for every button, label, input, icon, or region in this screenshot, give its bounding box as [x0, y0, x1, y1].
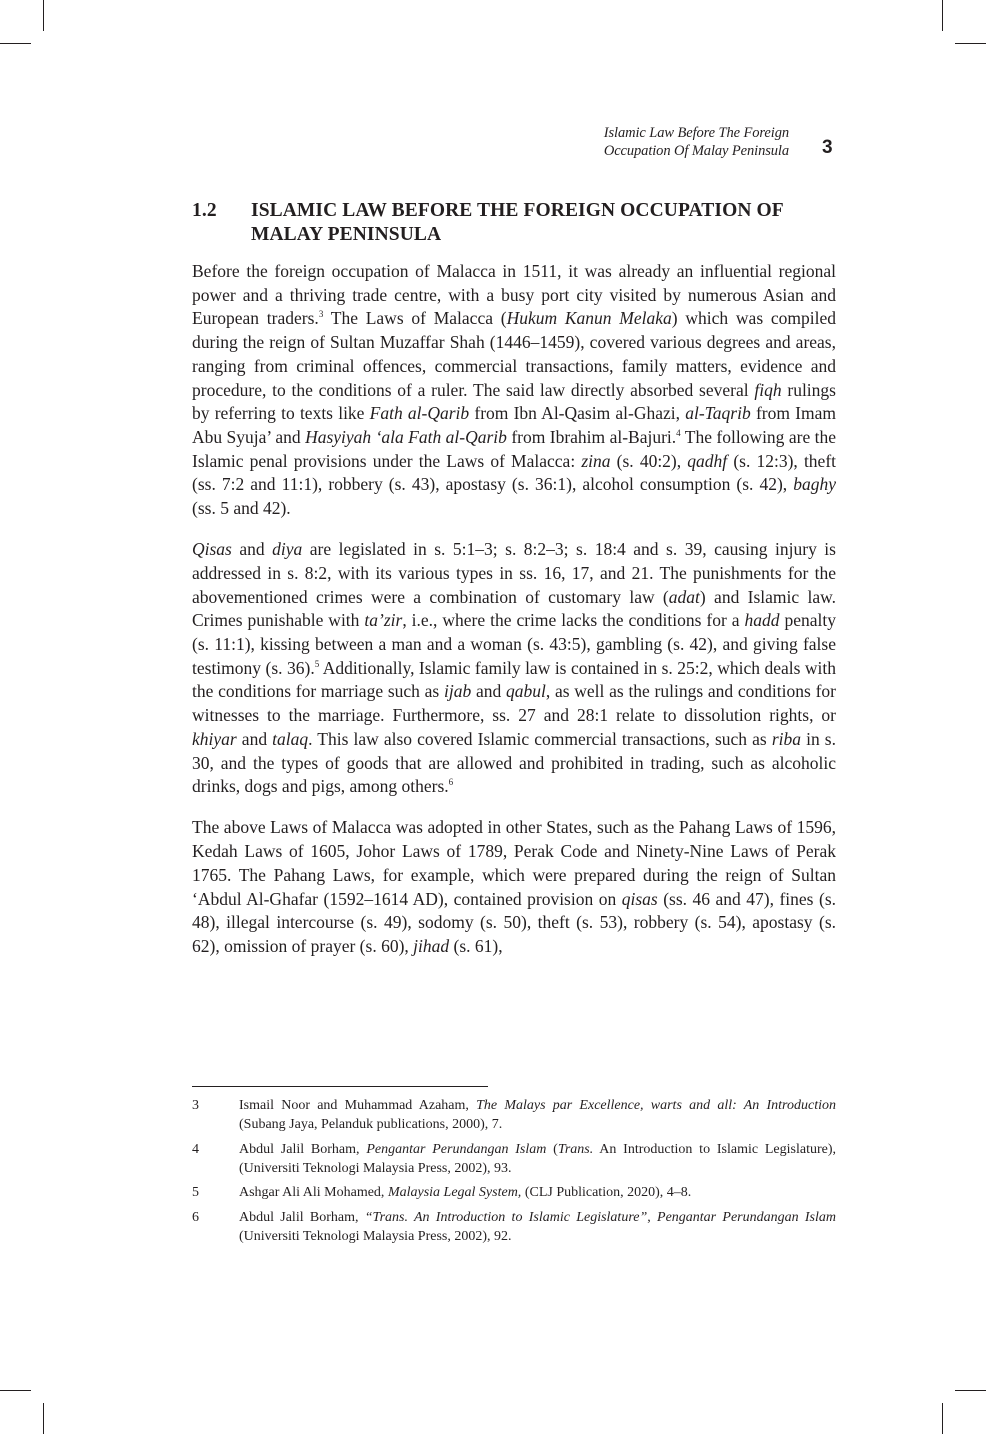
italic-term: The Malays par Excellence, warts and all: An Introduction	[476, 1098, 836, 1113]
text-run: from Ibn Al-Qasim al-Ghazi,	[469, 403, 686, 424]
italic-term: Malaysia Legal System,	[387, 1185, 522, 1200]
text-run: (CLJ Publication, 2020), 4–8.	[521, 1185, 692, 1200]
text-run: (s. 40:2),	[610, 450, 688, 471]
footnotes	[192, 1096, 836, 1251]
italic-term: Fath al-Qarib	[369, 403, 470, 424]
text-run: . This law also covered Islamic commercial transactions, such as	[308, 728, 772, 749]
italic-term: diya	[272, 539, 303, 560]
footnote-text	[239, 1208, 836, 1246]
text-run: , as well as the rulings and conditions for witnesses to the marriage. Furthermore, ss. 27 and 28:1 relate to dissolution rights, or	[192, 681, 836, 726]
footnote-number: 5	[192, 1185, 199, 1200]
italic-term: zina	[581, 450, 611, 471]
section-title	[251, 199, 836, 247]
footnote-ref: 4	[676, 427, 681, 438]
text-run: Before the foreign occupation of Malacca in 1511, it was already an influential regional power and a thriving trade centre, with a busy port city visited by numerous Asian and European traders.	[192, 261, 836, 329]
text-run: Abdul Jalil Borham,	[239, 1209, 365, 1225]
italic-term: khiyar	[192, 728, 237, 749]
footnote-ref: 5	[314, 658, 320, 669]
text-run: from Imam Abu Syuja’ and	[192, 403, 836, 447]
text-run: Ashgar Ali Ali Mohamed,	[239, 1185, 388, 1200]
italic-term: hadd	[744, 610, 780, 631]
footnote-ref: 6	[448, 777, 454, 788]
running-header-line: Occupation Of Malay Peninsula	[603, 143, 789, 159]
paragraph	[192, 538, 836, 799]
italic-term: Pengantar Perundangan Islam	[366, 1141, 547, 1157]
text-run: Ismail Noor and Muhammad Azaham,	[239, 1098, 477, 1113]
text-run: in s. 30, and the types of goods that are allowed and prohibited in trading, such as alcoholic drinks, dogs and pigs, among others.	[192, 728, 836, 797]
running-header	[604, 124, 789, 160]
text-run: The above Laws of Malacca was adopted in other States, such as the Pahang Laws of 1596, Kedah Laws of 1605, Johor Laws of 1789, Perak Code and Ninety-Nine Laws of Perak 1765. The Pahang Laws, for example, which were prepared during the reign of Sultan ‘Abdul Al-Ghafar (1592–1614 AD), contained provision on	[192, 817, 836, 909]
footnote-text	[239, 1140, 836, 1178]
italic-term: Pengantar Perundangan Islam	[657, 1209, 837, 1225]
footnote-divider	[192, 1086, 488, 1087]
italic-term: qadhf	[687, 450, 728, 471]
italic-term: Hasyiyah ‘ala Fath al-Qarib	[305, 426, 507, 447]
footnote	[192, 1183, 836, 1202]
italic-term: Qisas	[192, 539, 232, 560]
crop-mark	[955, 1390, 986, 1391]
text-run: ,	[647, 1209, 658, 1225]
italic-term: ijab	[443, 681, 472, 702]
footnote-text	[239, 1183, 836, 1202]
italic-term: qisas	[621, 888, 658, 909]
footnote-number: 6	[192, 1209, 199, 1225]
paragraph	[192, 260, 836, 521]
footnote	[192, 1096, 836, 1134]
crop-mark	[0, 1390, 31, 1391]
footnote-text	[239, 1096, 836, 1134]
text-run: are legislated in s. 5:1–3; s. 8:2–3; s. 18:4 and s. 39, causing injury is addressed in s. 8:2, with its various types in ss. 16, 17, and 21. The punishments for the abovementioned crimes were a combination of customary law (	[192, 539, 836, 607]
text-run: Additionally, Islamic family law is contained in s. 25:2, which deals with the conditions for marriage such as	[192, 657, 837, 702]
crop-mark	[955, 43, 986, 44]
footnote-number: 4	[192, 1141, 199, 1157]
italic-term: fiqh	[754, 379, 782, 400]
footnote-number: 3	[192, 1098, 199, 1113]
italic-term: Hukum Kanun Melaka	[506, 308, 672, 329]
italic-term: talaq	[272, 728, 309, 749]
footnote	[192, 1140, 836, 1178]
paragraph	[192, 816, 836, 958]
text-run: and	[236, 728, 273, 749]
text-run: ) which was compiled during the reign of Sultan Muzaffar Shah (1446–1459), covered various degrees and areas, ranging from criminal offences, commercial transactions, family matters, evidence and procedure, to the conditions of a ruler. The said law directly absorbed several	[192, 308, 837, 400]
text-run: (	[546, 1141, 558, 1157]
text-run: and	[471, 681, 506, 702]
footnote-ref: 3	[318, 309, 324, 320]
text-run: The following are the Islamic penal provisions under the Laws of Malacca:	[192, 426, 837, 471]
text-run: The Laws of Malacca (	[323, 308, 507, 329]
text-run: penalty (s. 11:1), kissing between a man and a woman (s. 43:5), gambling (s. 42), and giving false testimony (s. 36).	[192, 610, 836, 678]
italic-term: “Trans. An Introduction to Islamic Legislature”	[364, 1209, 648, 1225]
italic-term: adat	[668, 586, 700, 607]
section-title-line: ISLAMIC LAW BEFORE THE FOREIGN OCCUPATION OF	[251, 200, 784, 221]
crop-mark	[0, 43, 31, 44]
section-number: 1.2	[192, 200, 217, 221]
text-run: , i.e., where the crime lacks the conditions for a	[402, 610, 745, 631]
text-run: (Universiti Teknologi Malaysia Press, 2002), 92.	[239, 1228, 512, 1244]
italic-term: ta’zir	[364, 610, 403, 631]
body-text	[192, 260, 836, 976]
text-run: and	[231, 539, 273, 560]
crop-mark	[942, 0, 943, 31]
text-run: Abdul Jalil Borham,	[239, 1141, 367, 1157]
section-title-line: MALAY PENINSULA	[251, 224, 442, 245]
running-header-line: Islamic Law Before The Foreign	[603, 125, 789, 141]
text-run: (Subang Jaya, Pelanduk publications, 2000), 7.	[239, 1117, 503, 1132]
italic-term: baghy	[793, 474, 836, 495]
text-run: rulings by referring to texts like	[192, 379, 836, 424]
page-number: 3	[822, 137, 833, 158]
italic-term: jihad	[413, 935, 450, 956]
italic-term: al-Taqrib	[685, 403, 751, 424]
crop-mark	[43, 1403, 44, 1434]
text-run: from Ibrahim al-Bajuri.	[506, 426, 677, 447]
text-run: ) and Islamic law. Crimes punishable with	[192, 586, 836, 631]
text-run: An Introduction to Islamic Legislature), (Universiti Teknologi Malaysia Press, 2002), 93.	[239, 1141, 837, 1176]
text-run: (s. 61),	[449, 935, 503, 956]
text-run: (ss. 46 and 47), fines (s. 48), illegal intercourse (s. 49), sodomy (s. 50), theft (s. 53), robbery (s. 54), apostasy (s. 62), omission of prayer (s. 60),	[192, 888, 836, 956]
italic-term: riba	[771, 728, 801, 749]
crop-mark	[942, 1403, 943, 1434]
text-run: (ss. 5 and 42).	[192, 498, 291, 519]
italic-term: Trans.	[557, 1141, 594, 1157]
footnote	[192, 1208, 836, 1246]
crop-mark	[43, 0, 44, 31]
italic-term: qabul	[505, 681, 546, 702]
text-run: (s. 12:3), theft (ss. 7:2 and 11:1), robbery (s. 43), apostasy (s. 36:1), alcohol consumption (s. 42),	[192, 450, 837, 495]
